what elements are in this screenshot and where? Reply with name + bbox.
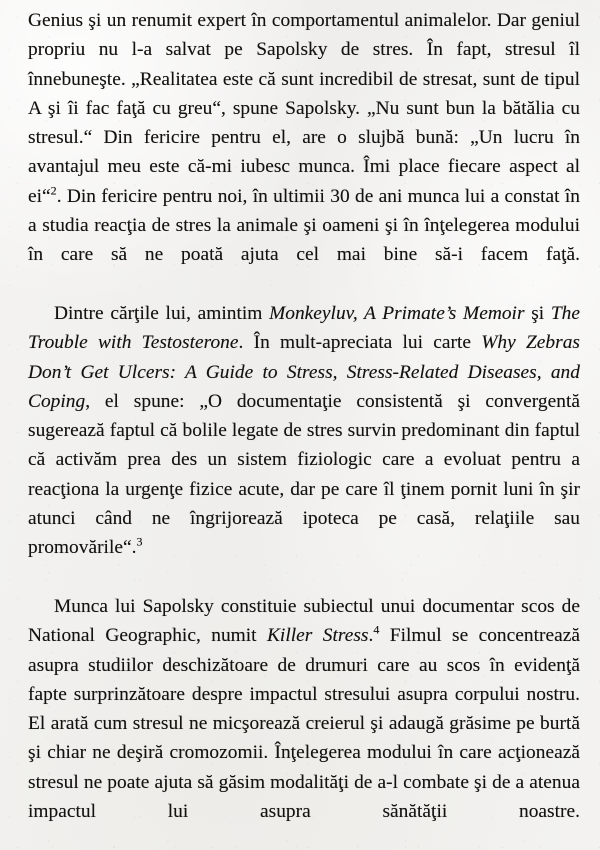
text-run: Munca lui Sapolsky constituie subiectul unui documentar scos de National Geographic, numit bbox=[28, 595, 580, 647]
paragraph-sapolsky-stress bbox=[28, 6, 580, 299]
text-run: şi bbox=[524, 302, 551, 324]
text-run: . În mult-apreciata lui carte bbox=[238, 332, 482, 354]
text-run: . bbox=[368, 625, 374, 647]
text-run: , el spune: „O documentaţie consistentă şi convergentă sugerează faptul că bolile legate de stres survin predominant din faptul că activăm prea des un sistem fiziologic care a evoluat pentru a reacţiona la urgenţe fizice acute, dar pe care îl ţinem pornit luni în şir atunci când ne îngrijorează ipoteca pe casă, relaţiile sau promovările“. bbox=[28, 390, 580, 559]
italic-title: Killer Stress bbox=[266, 625, 369, 647]
footnote-marker: 4 bbox=[373, 622, 380, 637]
paragraph-books bbox=[28, 299, 580, 592]
footnote-marker: 3 bbox=[136, 534, 143, 549]
paragraph-documentary bbox=[28, 592, 580, 850]
footnote-marker: 2 bbox=[50, 183, 57, 198]
text-run: Dintre cărţile lui, amintim bbox=[54, 302, 270, 324]
text-run: Filmul se concentrează asupra studiilor deschizătoare de drumuri care au scos în evidenţă fapte surprinzătoare despre impactul stresului asupra corpului nostru. El arată cum stresul ne micşorează creierul şi adaugă grăsime pe burtă şi chiar ne deşiră cromozomii. Înţelegerea modului în care acţionează stresul ne poate ajuta să găsim modalităţi de a-l combate şi de a atenua impactul lui asupra sănătăţii noastre. bbox=[28, 625, 581, 823]
text-run: Genius şi un renumit expert în comportamentul animalelor. Dar geniul propriu nu l-a salvat pe Sapolsky de stres. În fapt, stresul îl înnebuneşte. „Realitatea este că sunt incredibil de stresat, sunt de tipul A şi îi fac faţă cu greu“, spune Sapolsky. „Nu sunt bun la bătălia cu stresul.“ Din fericire pentru el, are o slujbă bună: „Un lucru în avantajul meu este că-mi iubesc munca. Îmi place fiecare aspect al ei“ bbox=[28, 10, 580, 207]
italic-title: Monkeyluv, A Primate’s Memoir bbox=[269, 302, 525, 324]
italic-title: The Trouble with Testosterone bbox=[28, 302, 580, 354]
text-run: . Din fericire pentru noi, în ultimii 30 de ani munca lui a constat în a studia reacţia de stres la animale şi oameni şi în înţelegerea modului în care să ne poată ajuta cel mai bine să-i facem faţă. bbox=[28, 185, 580, 266]
body-text-column bbox=[28, 6, 580, 850]
italic-title: Why Zebras Don’t Get Ulcers: A Guide to Stress, Stress-Related Diseases, and Coping bbox=[28, 332, 580, 412]
